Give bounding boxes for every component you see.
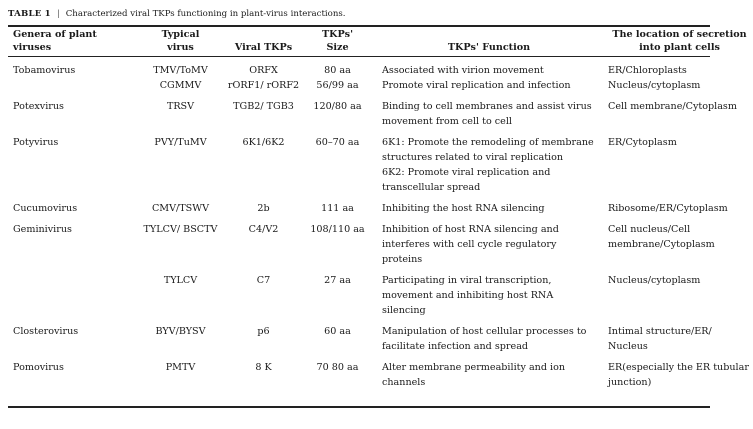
size-cell: 108/110 aa — [310, 224, 365, 235]
genus-cell: Pomovirus — [13, 362, 64, 373]
table-label: TABLE 1 — [8, 9, 51, 19]
function-cell — [372, 129, 598, 195]
tkp-cell: C4/V2 — [248, 224, 279, 235]
genus-cell: Geminivirus — [13, 224, 72, 235]
table-row — [8, 195, 753, 216]
size-cell: 56/99 aa — [316, 80, 359, 91]
virus-cell: PMTV — [165, 362, 196, 373]
location-cell: Nucleus/cytoplasm — [608, 80, 701, 91]
table-caption — [8, 9, 346, 19]
genus-cell: Potexvirus — [13, 101, 64, 112]
virus-cell: PVY/TuMV — [154, 137, 207, 148]
tkp-cell: rORF1/ rORF2 — [227, 80, 300, 91]
header-row — [8, 27, 753, 56]
location-cell: ER/Chloroplasts — [608, 65, 687, 76]
virus-cell: CMV/TSWV — [151, 203, 210, 214]
tkp-table — [8, 27, 753, 390]
caption-separator: | — [56, 9, 60, 19]
size-cell: 60–70 aa — [315, 137, 360, 148]
size-cell: 80 aa — [324, 65, 351, 76]
location-cell: Nucleus/cytoplasm — [608, 275, 701, 286]
virus-cell: TYLCV/ BSCTV — [143, 224, 218, 235]
table-row — [8, 56, 753, 78]
header-viral-tkps: Viral TKPs — [234, 42, 293, 53]
location-cell: ER(especially the ER tubular junction) — [608, 362, 749, 388]
size-cell: 27 aa — [324, 275, 351, 286]
table-row — [8, 78, 753, 93]
virus-cell: CGMMV — [159, 80, 202, 91]
header-size: TKPs' Size — [321, 29, 354, 53]
location-cell: Ribosome/ER/Cytoplasm — [608, 203, 728, 214]
header-location: The location of secretion into plant cells — [612, 29, 747, 53]
tkp-cell: TGB2/ TGB3 — [233, 101, 294, 112]
genus-cell: Closterovirus — [13, 326, 79, 337]
function-6k2: 6K2: Promote viral replication and transcellular spread — [382, 167, 551, 193]
table-row — [8, 93, 753, 129]
function-cell: Binding to cell membranes and assist virus movement from cell to cell — [382, 101, 592, 127]
table-row — [8, 318, 753, 354]
virus-cell: TRSV — [166, 101, 195, 112]
caption-text: Characterized viral TKPs functioning in plant-virus interactions. — [65, 9, 346, 19]
location-cell: Cell nucleus/Cell membrane/Cytoplasm — [608, 224, 715, 250]
function-cell: Associated with virion movement — [382, 65, 544, 76]
header-typical-virus: Typical virus — [161, 29, 200, 53]
function-cell: Manipulation of host cellular processes to facilitate infection and spread — [382, 326, 587, 352]
tkp-cell: p6 — [257, 326, 270, 337]
table-row — [8, 216, 753, 267]
function-cell: Inhibition of host RNA silencing and interferes with cell cycle regulatory proteins — [382, 224, 559, 265]
tkp-cell: 8 K — [255, 362, 272, 373]
function-cell: Promote viral replication and infection — [382, 80, 571, 91]
header-genera: Genera of plant viruses — [13, 29, 97, 53]
size-cell: 120/80 aa — [313, 101, 362, 112]
tkp-cell: C7 — [256, 275, 271, 286]
location-cell: Intimal structure/ER/ Nucleus — [608, 326, 712, 352]
table-row — [8, 354, 753, 390]
size-cell: 111 aa — [321, 203, 354, 214]
genus-cell: Cucumovirus — [13, 203, 78, 214]
table-row — [8, 129, 753, 195]
table-row — [8, 267, 753, 318]
genus-cell — [8, 267, 137, 318]
virus-cell: BYV/BYSV — [155, 326, 206, 337]
tkp-cell: 2b — [257, 203, 270, 214]
location-cell: ER/Cytoplasm — [608, 137, 677, 148]
size-cell: 60 aa — [324, 326, 351, 337]
function-cell: Inhibiting the host RNA silencing — [382, 203, 545, 214]
bottom-rule — [8, 406, 710, 408]
genus-cell: Potyvirus — [13, 137, 59, 148]
function-cell: Alter membrane permeability and ion channels — [382, 362, 566, 388]
location-cell: Cell membrane/Cytoplasm — [608, 101, 737, 112]
tkp-cell: 6K1/6K2 — [242, 137, 285, 148]
virus-cell: TYLCV — [163, 275, 198, 286]
header-function: TKPs' Function — [447, 42, 531, 53]
virus-cell: TMV/ToMV — [153, 65, 208, 76]
function-6k1: 6K1: Promote the remodeling of membrane structures related to viral replication — [382, 137, 594, 163]
function-cell: Participating in viral transcription, movement and inhibiting host RNA silencing — [382, 275, 554, 316]
genus-cell: Tobamovirus — [13, 65, 76, 76]
genus-cell — [8, 78, 137, 93]
size-cell: 70 80 aa — [316, 362, 359, 373]
tkp-cell: ORFX — [249, 65, 278, 76]
